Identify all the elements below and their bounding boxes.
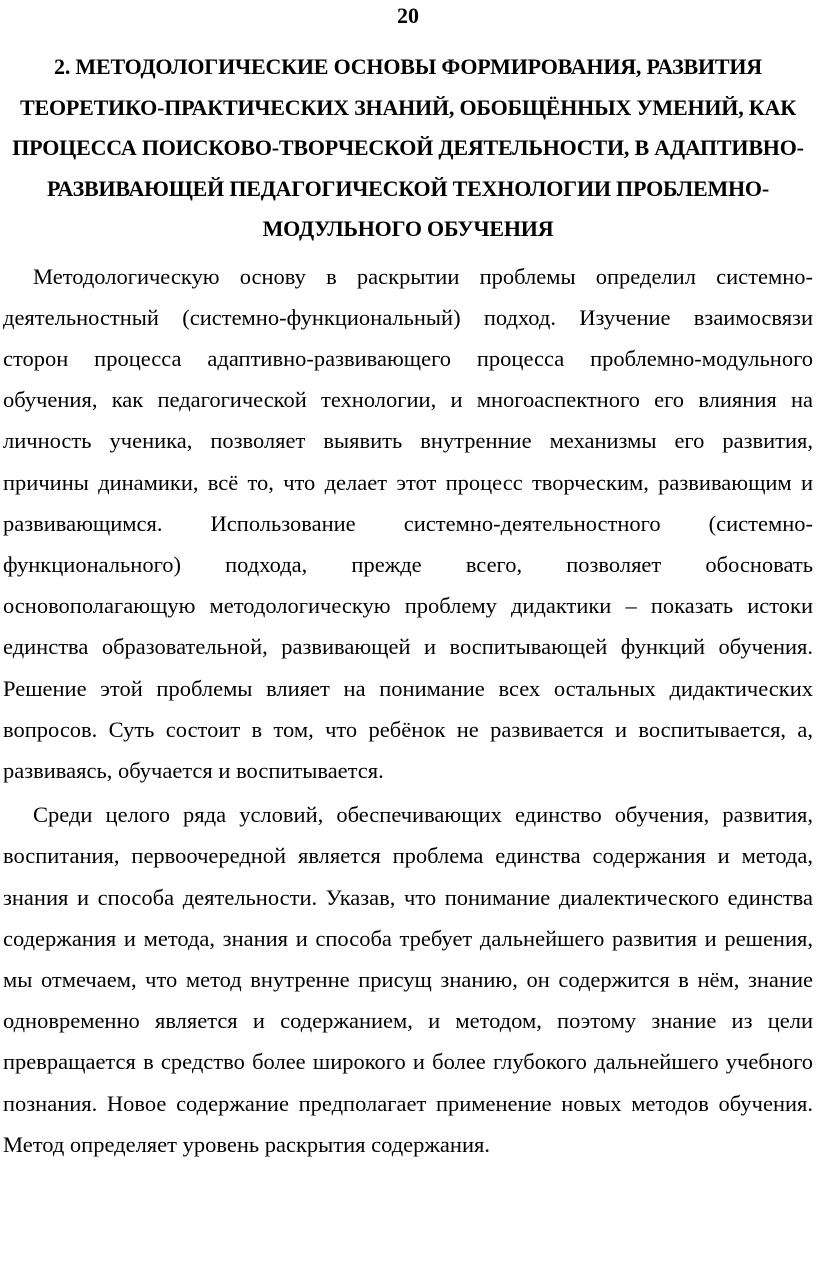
body-paragraph-2: Среди целого ряда условий, обеспечивающих единство обучения, развития, воспитания, первоочередной является проблема единства содержания и метода, знания и способа деятельности. Указав, что понимание диалектического единства содержания и метода, знания и способа требует дальнейшего развития и решения, мы отмечаем, что метод внутренне присущ знанию, он содержится в нём, знание одновременно является и содержанием, и методом, поэтому знание из цели превращается в средство более широкого и более глубокого дальнейшего учебного познания. Новое содержание предполагает применение новых методов обучения. Метод определяет уровень раскрытия содержания. <box>3 802 813 1157</box>
page-number: 20 <box>397 3 419 28</box>
section-title: 2. МЕТОДОЛОГИЧЕСКИЕ ОСНОВЫ ФОРМИРОВАНИЯ, РАЗВИТИЯ ТЕОРЕТИКО-ПРАКТИЧЕСКИХ ЗНАНИЙ, ОБОБЩЁННЫХ УМЕНИЙ, КАК ПРОЦЕССА ПОИСКОВО-ТВОРЧЕСКОЙ ДЕЯТЕЛЬНОСТИ, В АДАПТИВНО-РАЗВИВАЮЩЕЙ ПЕДАГОГИЧЕСКОЙ ТЕХНОЛОГИИ ПРОБЛЕМНО-МОДУЛЬНОГО ОБУЧЕНИЯ <box>12 54 804 241</box>
body-paragraph-1: Методологическую основу в раскрытии проблемы определил системно-деятельностный (системно-функциональный) подход. Изучение взаимосвязи сторон процесса адаптивно-развивающего процесса проблемно-модульного обучения, как педагогической технологии, и многоаспектного его влияния на личность ученика, позволяет выявить внутренние механизмы его развития, причины динамики, всё то, что делает этот процесс творческим, развивающим и развивающимся. Использование системно-деятельностного (системно-функционального) подхода, прежде всего, позволяет обосновать основополагающую методологическую проблему дидактики – показать истоки единства образовательной, развивающей и воспитывающей функций обучения. Решение этой проблемы влияет на понимание всех остальных дидактических вопросов. Суть состоит в том, что ребёнок не развивается и воспитывается, а, развиваясь, обучается и воспитывается. <box>3 263 813 783</box>
